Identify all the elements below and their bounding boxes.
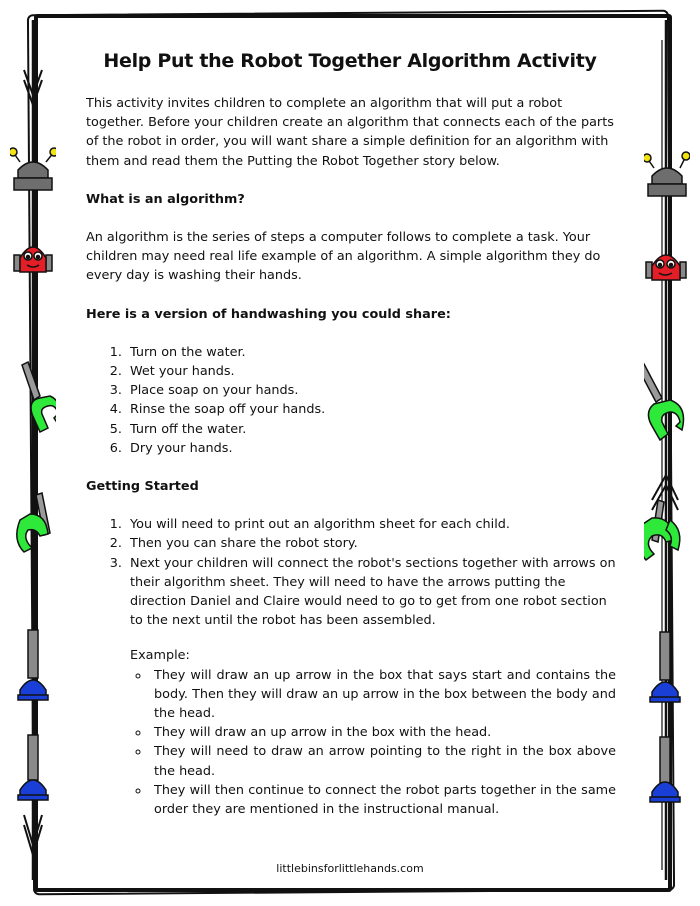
list-item: 1. You will need to print out an algorithm sheet for each child. — [126, 515, 616, 534]
getting-started-steps-list — [86, 515, 616, 819]
page-title: Help Put the Robot Together Algorithm Activity — [103, 50, 597, 72]
list-item: 4. Rinse the soap off your hands. — [126, 400, 616, 419]
list-item: ◦ They will need to draw an arrow pointing to the right in the box above the head. — [150, 742, 616, 780]
list-item: 6. Dry your hands. — [126, 439, 616, 458]
list-item: ◦ They will draw an up arrow in the box that says start and contains the body. Then they will draw an up arrow in the box between the body and the head. — [150, 666, 616, 724]
example-label: Example: — [130, 648, 190, 664]
robot-face-icon — [646, 255, 686, 280]
section-heading-what-is-algorithm: What is an algorithm? — [86, 191, 245, 207]
example-bullet-list — [130, 666, 616, 820]
list-item: ◦ They will then continue to connect the robot parts together in the same order they are mentioned in the instructional manual. — [150, 781, 616, 819]
section-heading-getting-started: Getting Started — [86, 479, 199, 495]
robot-foot-icon — [650, 632, 680, 702]
right-robot-rail — [644, 0, 690, 906]
robot-claw-arm-icon — [644, 364, 684, 440]
list-item: 1. Turn on the water. — [126, 343, 616, 362]
document-body — [86, 94, 616, 838]
list-item: 2. Then you can share the robot story. — [126, 534, 616, 553]
example-block — [130, 646, 616, 819]
list-item: 3. Place soap on your hands. — [126, 381, 616, 400]
list-item: 5. Turn off the water. — [126, 420, 616, 439]
left-robot-rail — [10, 0, 56, 906]
handwashing-steps-list — [86, 343, 616, 458]
list-item — [126, 554, 616, 820]
step-text: Next your children will connect the robot's sections together with arrows on their algorithm sheet. They will need to have the arrows putting the direction Daniel and Claire would need to go to get from one robot section to the next until the robot has been assembled. — [130, 555, 616, 629]
robot-foot-icon — [650, 737, 680, 802]
section-heading-handwashing: Here is a version of handwashing you could share: — [86, 306, 451, 322]
list-item: ◦ They will draw an up arrow in the box with the head. — [150, 723, 616, 742]
list-item: 2. Wet your hands. — [126, 362, 616, 381]
robot-face-icon — [14, 247, 52, 272]
algorithm-definition-paragraph: An algorithm is the series of steps a computer follows to complete a task. Your children may need real life example of an algorithm. A simple algorithm they do every day is washing their hands. — [86, 230, 601, 284]
robot-foot-icon — [18, 630, 48, 700]
robot-foot-icon — [18, 735, 48, 800]
robot-claw-arm-icon — [22, 362, 56, 432]
footer-url: littlebinsforlittlehands.com — [276, 862, 424, 875]
intro-paragraph: This activity invites children to complete an algorithm that will put a robot together. Before your children create an algorithm that connects each of the parts of the robot in order, you will want share a simple definition for an algorithm with them and read them the Putting the Robot Together story below. — [86, 96, 614, 169]
